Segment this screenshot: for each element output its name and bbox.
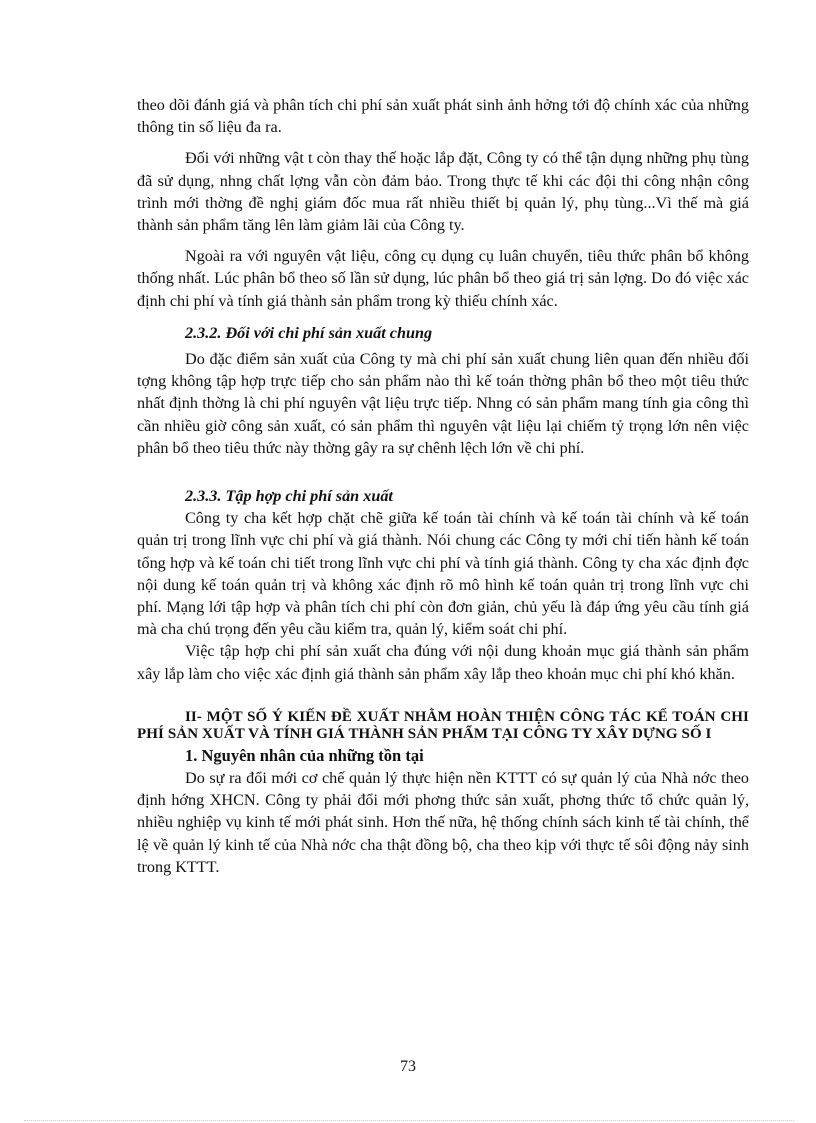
page-number: 73 [400, 1058, 416, 1075]
paragraph-5: Công ty cha kết hợp chặt chẽ giữa kế toán tài chính và kế toán tài chính và kế toán quản trị trong lĩnh vực chi phí và giá thành. Nói chung các Công ty mới chỉ tiến hành kế toán tổng hợp và kế toán chi tiết trong lĩnh vực chi phí và tính giá thành. Công ty cha xác định đợc nội dung kế toán quản trị và không xác định rõ mô hình kế toán quản trị trong lĩnh vực chi phí. Mạng lới tập hợp và phân tích chi phí còn đơn giản, chủ yếu là đáp ứng yêu cầu tính giá mà cha chú trọng đến yêu cầu kiểm tra, quản lý, kiểm soát chi phí. [137, 509, 749, 639]
paragraph-7: Do sự ra đổi mới cơ chế quản lý thực hiện nền KTTT có sự quản lý của Nhà nớc theo định hớng XHCN. Công ty phải đổi mới phơng thức sản xuất, phơng thức tổ chức quản lý, nhiều nghiệp vụ kinh tế mới phát sinh. Hơn thế nữa, hệ thống chính sách kinh tế tài chính, thể lệ về quản lý kinh tế của Nhà nớc cha thật đồng bộ, cha theo kịp với thực tế sôi động nảy sinh trong KTTT. [137, 769, 749, 876]
paragraph-1: theo dõi đánh giá và phân tích chi phí sản xuất phát sinh ảnh hởng tới độ chính xác của những thông tin số liệu đa ra. [137, 96, 749, 137]
paragraph-3: Ngoài ra với nguyên vật liệu, công cụ dụng cụ luân chuyển, tiêu thức phân bổ không thống nhất. Lúc phân bổ theo số lần sử dụng, lúc phân bổ theo giá trị sản lợng. Do đó việc xác định chi phí và tính giá thành sản phẩm trong kỳ thiếu chính xác. [137, 247, 749, 310]
paragraph-2: Đối với những vật t còn thay thế hoặc lắp đặt, Công ty có thể tận dụng những phụ tùng đã sử dụng, nhng chất lợng vẫn còn đảm bảo. Trong thực tế khi các đội thi công nhận công trình mới thờng đề nghị giám đốc mua rất nhiều thiết bị quản lý, phụ tùng...Vì thế mà giá thành sản phẩm tăng lên làm giảm lãi của Công ty. [137, 149, 749, 235]
item-heading: 1. Nguyên nhân của những tồn tại [185, 745, 424, 765]
subheading-2-3-3: 2.3.3. Tập hợp chi phí sản xuất [185, 487, 393, 506]
document-page [137, 94, 749, 878]
paragraph-4: Do đặc điểm sản xuất của Công ty mà chi phí sản xuất chung liên quan đến nhiều đối tợng không tập hợp trực tiếp cho sản phẩm nào thì kế toán thờng phân bổ theo một tiêu thức nhất định thờng là chi phí nguyên vật liệu trực tiếp. Nhng có sản phẩm mang tính gia công thì cần nhiều giờ công sản xuất, có sản phẩm thì nguyên vật liệu lại chiếm tỷ trọng lớn nên việc phân bổ theo tiêu thức này thờng gây ra sự chênh lệch lớn về chi phí. [137, 350, 749, 457]
section-heading: II- MỘT SỐ Ý KIẾN ĐỀ XUẤT NHẰM HOÀN THIỆN CÔNG TÁC KẾ TOÁN CHI PHÍ SẢN XUẤT VÀ TÍNH GIÁ THÀNH SẢN PHẨM TẠI CÔNG TY XÂY DỰNG SỐ I [137, 708, 749, 742]
paragraph-6: Việc tập hợp chi phí sản xuất cha đúng với nội dung khoản mục giá thành sản phẩm xây lắp làm cho việc xác định giá thành sản phẩm xây lắp theo khoản mục chi phí khó khăn. [137, 642, 749, 683]
subheading-2-3-2: 2.3.2. Đối với chi phí sản xuất chung [185, 323, 433, 342]
page-bottom-border [24, 1120, 794, 1121]
